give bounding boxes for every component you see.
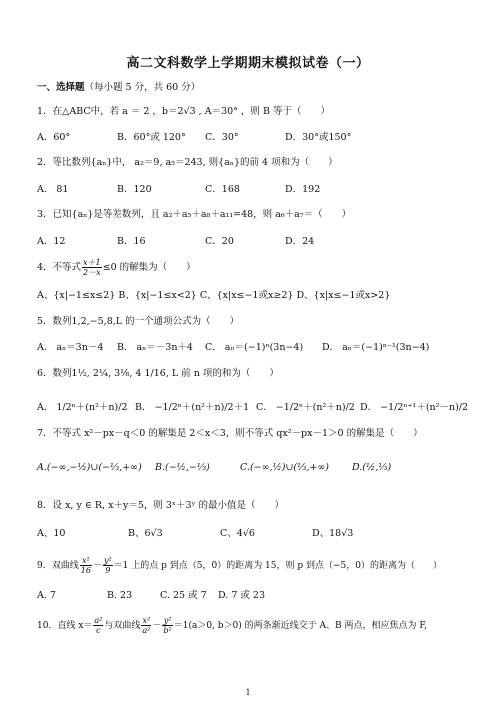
fraction-denominator: 9 — [105, 566, 111, 575]
fraction-numerator: x² — [142, 616, 151, 625]
fraction-numerator: x＋1 — [83, 258, 101, 267]
question-9-option-b: B. 23 — [107, 590, 133, 601]
question-10-fraction-2 — [141, 616, 151, 635]
question-7-option-a: A.(−∞,−½)∪(−⅓,+∞) — [37, 462, 142, 473]
fraction-numerator: y² — [163, 616, 172, 625]
question-6-option-c: C． −1/2ⁿ＋(n²＋n)/2 — [256, 402, 355, 413]
question-10-stem-pre: 10．直线 x＝ — [37, 621, 93, 631]
question-3-option-a: A．12 — [37, 236, 66, 247]
minus-sign: － — [152, 621, 162, 631]
question-6-option-d: D． −1/2ⁿ⁺¹＋(n²－n)/2 — [360, 402, 469, 413]
section-note: （每小题 5 分，共 60 分） — [84, 82, 201, 93]
fraction-denominator: a² — [142, 626, 151, 635]
question-8-option-d: D、18√3 — [312, 528, 354, 539]
question-7-option-b: B.(−½,−⅓) — [155, 462, 210, 473]
fraction-numerator: x² — [80, 556, 92, 566]
question-6-option-b: B． −1/2ⁿ＋(n²＋n)/2＋1 — [135, 402, 250, 413]
question-7-option-c: C.(−∞,½)∪(⅓,+∞) — [240, 462, 329, 473]
fraction-denominator: c — [96, 626, 101, 635]
question-4-stem-pre: 4．不等式 — [37, 262, 82, 273]
fraction-numerator: y² — [103, 556, 112, 565]
question-3-stem: 3．已知{aₙ}是等差数列，且 a₂＋a₅＋a₈＋a₁₁=48，则 a₆＋a₇＝（ ） — [37, 209, 352, 220]
question-3-option-b: B．16 — [117, 236, 146, 247]
question-2-option-a: A． 81 — [37, 184, 69, 195]
question-9-stem — [37, 556, 442, 575]
question-6-option-a: A． 1/2ⁿ＋(n²＋n)/2 — [37, 402, 128, 413]
question-9-option-d: D. 7 或 23 — [218, 590, 265, 601]
question-1-option-b: B．60°或 120° — [117, 132, 186, 143]
question-8-option-a: A、10 — [37, 528, 66, 539]
page-number: 1 — [245, 688, 251, 697]
minus-sign: － — [92, 561, 102, 571]
question-7-stem: 7．不等式 x²－px－q＜0 的解集是 2＜x＜3，则不等式 qx²－px－1＞0 的解集是（ ） — [37, 428, 423, 439]
fraction-denominator: b² — [163, 626, 172, 635]
question-5-option-d: D． aₙ＝(−1)ⁿ⁻¹(3n−4) — [322, 342, 430, 353]
question-2-option-d: D．192 — [285, 184, 321, 195]
question-7-option-d: D.(½,⅓) — [352, 462, 392, 473]
question-9-stem-post: ＝1 上的点 p 到点（5，0）的距离为 15，则 p 到点（−5，0）的距离为（ ） — [113, 561, 442, 571]
question-9-option-c: C. 25 或 7 — [160, 590, 207, 601]
question-10-stem-mid: 与双曲线 — [104, 621, 141, 631]
question-1-option-c: C．30° — [205, 132, 239, 143]
question-5-option-a: A． aₙ＝3n－4 — [37, 342, 104, 353]
fraction-numerator: a² — [94, 616, 103, 625]
question-4-fraction — [82, 258, 102, 277]
question-4-options: A、{x|−1≤x≤2} B、{x|−1≤x<2} C、{x|x≤−1或x≥2} D、{x|x≤−1或x>2} — [37, 290, 391, 301]
question-10-stem-post: ＝1(a＞0, b＞0) 的两条渐近线交于 A、B 两点，相应焦点为 F, — [173, 621, 428, 631]
question-10-fraction-1 — [93, 616, 103, 635]
question-1-option-d: D．30°或150° — [285, 132, 352, 143]
question-3-option-c: C．20 — [205, 236, 234, 247]
question-9-fraction-2 — [103, 556, 113, 575]
question-4-stem-post: ≤0 的解集为（ ） — [102, 262, 196, 273]
fraction-denominator: 16 — [80, 566, 91, 575]
question-10-fraction-3 — [162, 616, 172, 635]
page-title: 高二文科数学上学期期末模拟试卷（一） — [126, 56, 370, 71]
question-3-option-d: D．24 — [285, 236, 315, 247]
question-5-option-b: B． aₙ＝－3n＋4 — [117, 342, 193, 353]
question-1-stem: 1．在△ABC中，若 a ＝ 2 ，b＝2√3 , A＝30° ，则 B 等于（ ） — [37, 106, 330, 117]
section-heading — [37, 82, 200, 94]
question-1-option-a: A．60° — [37, 132, 71, 143]
question-4-stem — [37, 258, 196, 277]
question-5-stem: 5．数列1,2,−5,8,L 的一个通项公式为（ ） — [37, 316, 240, 327]
question-8-option-c: C、4√6 — [220, 528, 255, 539]
question-10-stem — [37, 616, 427, 635]
question-6-stem: 6．数列1½, 2¼, 3⅛, 4 1/16, L 前 n 项的和为（ ） — [37, 368, 279, 379]
question-8-stem: 8．设 x, y ∈ R, x＋y＝5，则 3ˣ＋3ʸ 的最小值是（ ） — [37, 500, 285, 511]
question-2-stem: 2．等比数列{aₙ}中， a₂＝9, a₅＝243, 则{aₙ}的前 4 项和为（ ） — [37, 157, 338, 168]
question-8-option-b: B、6√3 — [128, 528, 163, 539]
question-2-option-c: C．168 — [205, 184, 240, 195]
section-label: 一、选择题 — [37, 82, 85, 93]
fraction-denominator: 2－x — [83, 268, 101, 277]
question-9-option-a: A. 7 — [37, 590, 56, 601]
question-5-option-c: C． aₙ＝(−1)ⁿ(3n−4) — [205, 342, 304, 353]
question-9-stem-pre: 9．双曲线 — [37, 561, 79, 571]
question-9-fraction-1 — [80, 556, 92, 575]
question-2-option-b: B．120 — [117, 184, 152, 195]
